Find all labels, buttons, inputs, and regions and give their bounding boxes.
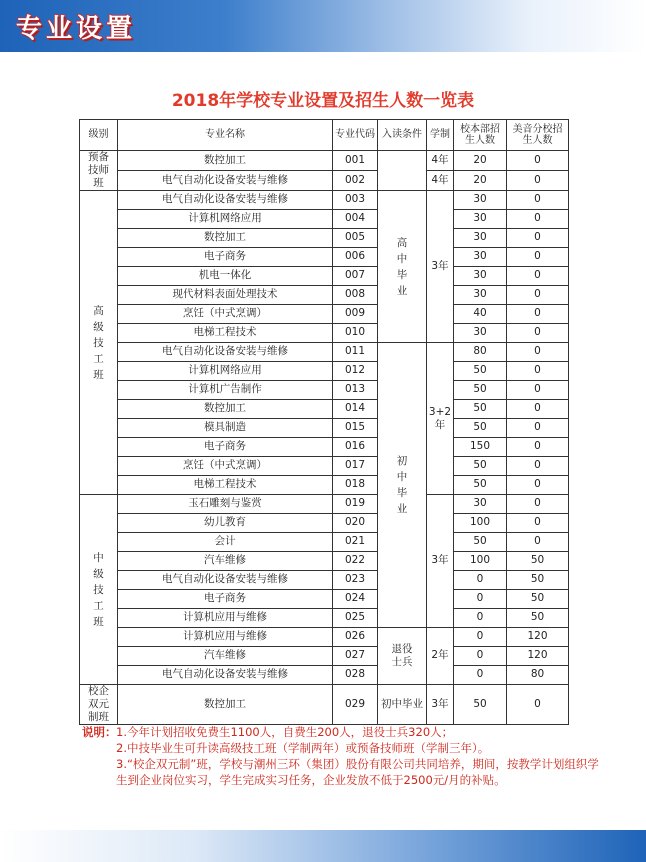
meiyin-campus-cell: 0 (507, 476, 569, 495)
document-title: 2018年学校专业设置及招生人数一览表 (171, 91, 475, 111)
meiyin-campus-cell: 0 (507, 381, 569, 400)
meiyin-campus-cell: 0 (507, 438, 569, 457)
level-cell-text: 中级技工班 (93, 551, 104, 628)
level-cell-text: 预备技师班 (88, 151, 109, 189)
entry-cell-text: 高中毕业 (396, 236, 408, 297)
main-campus-cell: 30 (454, 191, 507, 210)
level-cell (80, 151, 118, 191)
table-header-row (80, 120, 569, 151)
meiyin-campus-cell: 0 (507, 248, 569, 267)
major-cell: 计算机网络应用 (118, 210, 333, 229)
duration-cell (427, 495, 454, 628)
meiyin-campus-cell: 0 (507, 171, 569, 191)
major-cell: 计算机应用与维修 (118, 609, 333, 628)
major-cell: 烹饪（中式烹调） (118, 305, 333, 324)
main-campus-cell: 30 (454, 286, 507, 305)
meiyin-campus-cell: 0 (507, 685, 569, 725)
table-row (80, 191, 569, 210)
table-body (80, 151, 569, 725)
meiyin-campus-cell: 0 (507, 400, 569, 419)
table-row (80, 514, 569, 533)
table-row (80, 419, 569, 438)
note-item: 2.中技毕业生可升读高级技工班（学制两年）或预备技师班（学制三年）。 (116, 741, 490, 755)
level-cell (80, 191, 118, 495)
meiyin-campus-cell: 50 (507, 571, 569, 590)
major-cell: 计算机广告制作 (118, 381, 333, 400)
note-item: 3.“校企双元制”班，学校与潮州三环（集团）股份有限公司共同培养，期间，按教学计划组织学生到企业岗位实习，学生完成实习任务，企业发放不低于2500元/月的补贴。 (116, 757, 599, 787)
code-cell: 001 (333, 151, 378, 171)
main-campus-cell: 40 (454, 305, 507, 324)
major-cell: 数控加工 (118, 400, 333, 419)
header-level: 级别 (80, 120, 118, 151)
table-row (80, 210, 569, 229)
main-campus-cell: 30 (454, 324, 507, 343)
major-cell: 电气自动化设备安装与维修 (118, 171, 333, 191)
major-cell: 电梯工程技术 (118, 324, 333, 343)
meiyin-campus-cell: 50 (507, 609, 569, 628)
major-cell: 电气自动化设备安装与维修 (118, 571, 333, 590)
main-campus-cell: 20 (454, 171, 507, 191)
header-code: 专业代码 (333, 120, 378, 151)
table-row (80, 552, 569, 571)
table-row (80, 286, 569, 305)
meiyin-campus-cell: 0 (507, 495, 569, 514)
main-campus-cell: 0 (454, 666, 507, 685)
entry-cell (378, 151, 427, 191)
code-cell: 014 (333, 400, 378, 419)
table-row (80, 381, 569, 400)
main-campus-cell: 30 (454, 267, 507, 286)
main-campus-cell: 50 (454, 419, 507, 438)
code-cell: 017 (333, 457, 378, 476)
major-cell: 幼儿教育 (118, 514, 333, 533)
main-campus-cell: 80 (454, 343, 507, 362)
meiyin-campus-cell: 50 (507, 590, 569, 609)
main-campus-cell: 50 (454, 400, 507, 419)
code-cell: 003 (333, 191, 378, 210)
enrollment-table (79, 119, 569, 725)
header-meiyin-campus (507, 120, 569, 151)
header-duration: 学制 (427, 120, 454, 151)
entry-cell-text: 初中毕业 (396, 455, 408, 515)
duration-cell-text: 3年 (431, 554, 449, 567)
table-row (80, 609, 569, 628)
major-cell: 机电一体化 (118, 267, 333, 286)
meiyin-campus-cell: 0 (507, 210, 569, 229)
duration-cell-text: 4年 (431, 153, 449, 166)
main-campus-cell: 50 (454, 457, 507, 476)
meiyin-campus-cell: 0 (507, 267, 569, 286)
meiyin-campus-cell: 0 (507, 457, 569, 476)
table-row (80, 571, 569, 590)
header-main-campus-text: 校本部招生人数 (460, 123, 500, 146)
duration-cell (427, 171, 454, 191)
major-cell: 烹饪（中式烹调） (118, 457, 333, 476)
table-row (80, 267, 569, 286)
major-cell: 玉石雕刻与鉴赏 (118, 495, 333, 514)
meiyin-campus-cell: 0 (507, 151, 569, 171)
footer-band (0, 830, 646, 862)
code-cell: 022 (333, 552, 378, 571)
banner-title: 专业设置 (16, 14, 137, 44)
header-major: 专业名称 (118, 120, 333, 151)
major-cell: 电气自动化设备安装与维修 (118, 191, 333, 210)
code-cell: 012 (333, 362, 378, 381)
code-cell: 006 (333, 248, 378, 267)
duration-cell (427, 191, 454, 343)
table-row (80, 400, 569, 419)
main-campus-cell: 50 (454, 362, 507, 381)
notes-label: 说明： (82, 725, 117, 739)
meiyin-campus-cell: 120 (507, 628, 569, 647)
header-banner (0, 0, 646, 52)
code-cell: 005 (333, 229, 378, 248)
header-entry: 入读条件 (378, 120, 427, 151)
table-row (80, 438, 569, 457)
major-cell: 数控加工 (118, 229, 333, 248)
major-cell: 电气自动化设备安装与维修 (118, 343, 333, 362)
duration-cell (427, 685, 454, 725)
main-campus-cell: 0 (454, 590, 507, 609)
table-row (80, 628, 569, 647)
table-row (80, 476, 569, 495)
table-row (80, 590, 569, 609)
entry-cell (378, 685, 427, 725)
duration-cell-text: 3+2年 (428, 405, 452, 431)
header-main-campus (454, 120, 507, 151)
main-campus-cell: 0 (454, 628, 507, 647)
table-row (80, 324, 569, 343)
entry-cell-text: 退役士兵 (391, 643, 413, 668)
table-row (80, 362, 569, 381)
main-campus-cell: 50 (454, 685, 507, 725)
table-row (80, 229, 569, 248)
meiyin-campus-cell: 0 (507, 324, 569, 343)
meiyin-campus-cell: 0 (507, 229, 569, 248)
entry-cell (378, 191, 427, 343)
header-meiyin-campus-text: 美音分校招生人数 (512, 123, 563, 146)
entry-cell (378, 628, 427, 685)
meiyin-campus-cell: 0 (507, 514, 569, 533)
duration-cell (427, 343, 454, 495)
table-row (80, 248, 569, 267)
main-campus-cell: 30 (454, 495, 507, 514)
table-row (80, 685, 569, 725)
notes-section (82, 724, 602, 788)
code-cell: 029 (333, 685, 378, 725)
main-campus-cell: 0 (454, 647, 507, 666)
duration-cell-text: 2年 (431, 649, 449, 662)
entry-cell (378, 343, 427, 628)
duration-cell (427, 151, 454, 171)
table-row (80, 647, 569, 666)
major-cell: 数控加工 (118, 685, 333, 725)
major-cell: 会计 (118, 533, 333, 552)
major-cell: 模具制造 (118, 419, 333, 438)
major-cell: 电子商务 (118, 248, 333, 267)
meiyin-campus-cell: 0 (507, 191, 569, 210)
major-cell: 汽车维修 (118, 647, 333, 666)
meiyin-campus-cell: 0 (507, 343, 569, 362)
main-campus-cell: 0 (454, 609, 507, 628)
main-campus-cell: 0 (454, 571, 507, 590)
code-cell: 004 (333, 210, 378, 229)
table-row (80, 151, 569, 171)
major-cell: 电梯工程技术 (118, 476, 333, 495)
code-cell: 002 (333, 171, 378, 191)
main-campus-cell: 30 (454, 229, 507, 248)
level-cell (80, 495, 118, 685)
table-row (80, 343, 569, 362)
code-cell: 020 (333, 514, 378, 533)
code-cell: 019 (333, 495, 378, 514)
main-campus-cell: 100 (454, 514, 507, 533)
main-campus-cell: 50 (454, 533, 507, 552)
major-cell: 数控加工 (118, 151, 333, 171)
code-cell: 016 (333, 438, 378, 457)
main-campus-cell: 150 (454, 438, 507, 457)
duration-cell-text: 3年 (431, 259, 449, 272)
code-cell: 009 (333, 305, 378, 324)
meiyin-campus-cell: 80 (507, 666, 569, 685)
main-campus-cell: 50 (454, 476, 507, 495)
note-item: 1.今年计划招收免费生1100人，自费生200人，退役士兵320人； (116, 725, 454, 739)
duration-cell-text: 4年 (431, 173, 449, 186)
table-row (80, 495, 569, 514)
main-campus-cell: 100 (454, 552, 507, 571)
major-cell: 电子商务 (118, 438, 333, 457)
main-campus-cell: 50 (454, 381, 507, 400)
major-cell: 电气自动化设备安装与维修 (118, 666, 333, 685)
main-campus-cell: 30 (454, 248, 507, 267)
code-cell: 010 (333, 324, 378, 343)
major-cell: 计算机网络应用 (118, 362, 333, 381)
code-cell: 027 (333, 647, 378, 666)
level-cell-text: 校企双元制班 (88, 685, 109, 723)
table-row (80, 457, 569, 476)
code-cell: 008 (333, 286, 378, 305)
meiyin-campus-cell: 0 (507, 305, 569, 324)
duration-cell-text: 3年 (431, 697, 449, 710)
major-cell: 汽车维修 (118, 552, 333, 571)
code-cell: 011 (333, 343, 378, 362)
meiyin-campus-cell: 0 (507, 362, 569, 381)
code-cell: 026 (333, 628, 378, 647)
main-campus-cell: 30 (454, 210, 507, 229)
code-cell: 021 (333, 533, 378, 552)
code-cell: 028 (333, 666, 378, 685)
duration-cell (427, 628, 454, 685)
code-cell: 018 (333, 476, 378, 495)
major-cell: 现代材料表面处理技术 (118, 286, 333, 305)
major-cell: 电子商务 (118, 590, 333, 609)
code-cell: 023 (333, 571, 378, 590)
table-row (80, 171, 569, 191)
meiyin-campus-cell: 50 (507, 552, 569, 571)
level-cell (80, 685, 118, 725)
major-cell: 计算机应用与维修 (118, 628, 333, 647)
level-cell-text: 高级技工班 (93, 304, 104, 381)
entry-cell-text: 初中毕业 (381, 697, 423, 710)
code-cell: 024 (333, 590, 378, 609)
table-row (80, 305, 569, 324)
meiyin-campus-cell: 120 (507, 647, 569, 666)
meiyin-campus-cell: 0 (507, 286, 569, 305)
code-cell: 025 (333, 609, 378, 628)
code-cell: 007 (333, 267, 378, 286)
meiyin-campus-cell: 0 (507, 533, 569, 552)
table-row (80, 533, 569, 552)
table-row (80, 666, 569, 685)
code-cell: 015 (333, 419, 378, 438)
meiyin-campus-cell: 0 (507, 419, 569, 438)
code-cell: 013 (333, 381, 378, 400)
main-campus-cell: 20 (454, 151, 507, 171)
